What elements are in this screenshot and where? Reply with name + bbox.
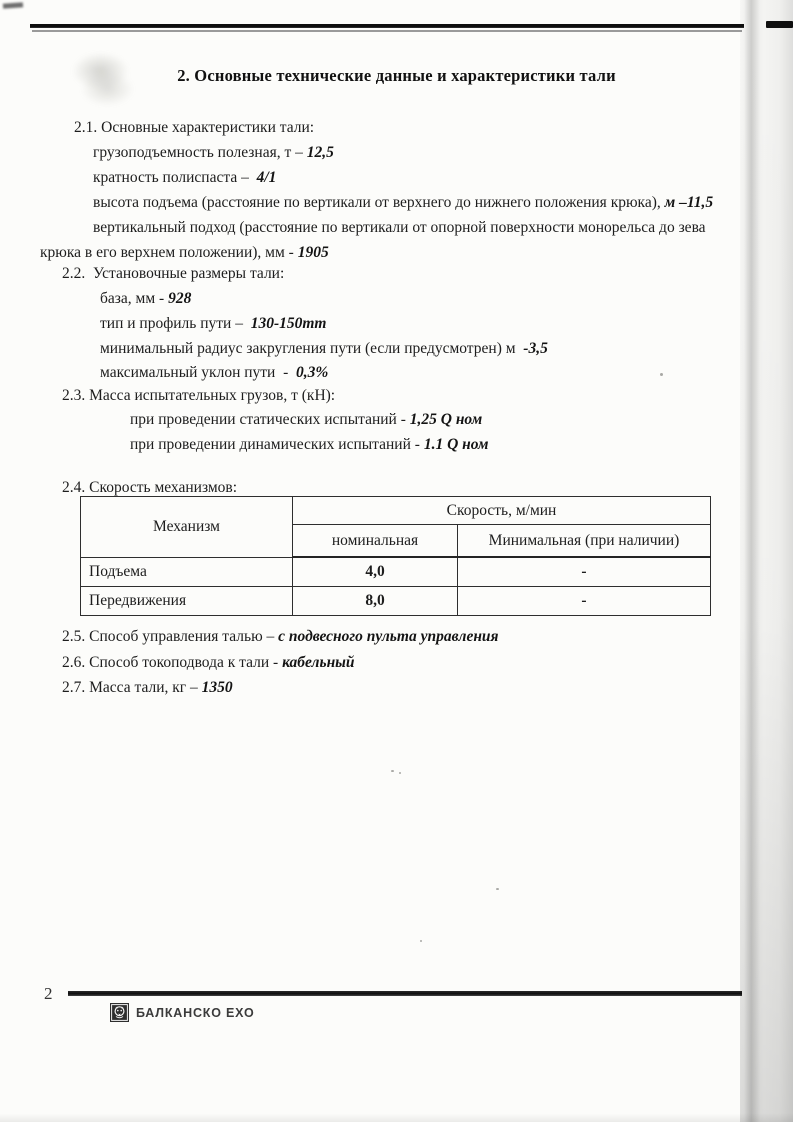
lion-emblem-icon	[110, 1003, 129, 1022]
section-2-3-heading: 2.3. Масса испытательных грузов, т (кН):	[62, 387, 336, 404]
table-header-speed: Скорость, м/мин	[293, 497, 711, 525]
table-cell-minimal: -	[458, 587, 711, 616]
table-cell-minimal: -	[458, 557, 711, 587]
header-rule	[30, 24, 744, 28]
spec-line-track-profile: тип и профиль пути – 130-150mm	[100, 315, 327, 332]
table-cell-mechanism: Подъема	[81, 557, 293, 587]
table-header-mechanism: Механизм	[81, 497, 293, 558]
page-title: 2. Основные технические данные и характеристики тали	[177, 66, 616, 85]
section-2-4-heading: 2.4. Скорость механизмов:	[62, 479, 238, 496]
table-header-nominal: номинальная	[293, 525, 458, 558]
scan-speck	[420, 940, 422, 942]
spec-line-base: база, мм - 928	[100, 290, 192, 307]
table-cell-mechanism: Передвижения	[81, 587, 293, 616]
table-cell-nominal: 4,0	[293, 557, 458, 587]
scan-speck	[496, 888, 499, 890]
spec-line-static-test: при проведении статических испытаний - 1,25 Q ном	[130, 411, 483, 428]
spec-line-max-slope: максимальный уклон пути - 0,3%	[100, 364, 329, 381]
scan-edge-band	[740, 0, 793, 1122]
page-number: 2	[44, 984, 53, 1003]
speed-table	[80, 496, 711, 616]
scan-speck	[399, 772, 401, 774]
scan-speck	[391, 770, 394, 772]
scan-bottom-edge	[0, 1113, 793, 1122]
section-2-7-line: 2.7. Масса тали, кг – 1350	[62, 679, 233, 696]
section-2-1-heading: 2.1. Основные характеристики тали:	[74, 119, 315, 136]
footer-brand	[110, 1003, 254, 1022]
spec-line-vertical-approach-1: вертикальный подход (расстояние по вертикали от опорной поверхности монорельса до зева	[93, 219, 706, 236]
table-row-lifting	[81, 557, 711, 587]
spec-line-capacity: грузоподъемность полезная, т – 12,5	[93, 144, 334, 161]
table-cell-nominal: 8,0	[293, 587, 458, 616]
table-header-minimal: Минимальная (при наличии)	[458, 525, 711, 558]
table-row-travel	[81, 587, 711, 616]
footer-rule	[68, 991, 742, 996]
spec-line-vertical-approach-2: крюка в его верхнем положении), мм - 1905	[40, 244, 329, 261]
spec-line-reeving: кратность полиспаста – 4/1	[93, 169, 277, 186]
section-2-2-heading: 2.2. Установочные размеры тали:	[62, 265, 285, 282]
footer-brand-text: БАЛКАНСКО ЕХО	[136, 1005, 255, 1020]
spec-line-lift-height: высота подъема (расстояние по вертикали от верхнего до нижнего положения крюка), м –11,5	[93, 194, 714, 211]
header-rule-shadow	[32, 30, 742, 32]
spec-line-min-radius: минимальный радиус закругления пути (если предусмотрен) м -3,5	[100, 340, 548, 357]
spec-line-dynamic-test: при проведении динамических испытаний - 1.1 Q ном	[130, 436, 489, 453]
scan-corner-mark	[3, 2, 23, 8]
scan-speck	[660, 373, 663, 376]
section-2-6-line: 2.6. Способ токоподвода к тали - кабельный	[62, 654, 355, 671]
section-2-5-line: 2.5. Способ управления талью – с подвесного пульта управления	[62, 628, 499, 645]
